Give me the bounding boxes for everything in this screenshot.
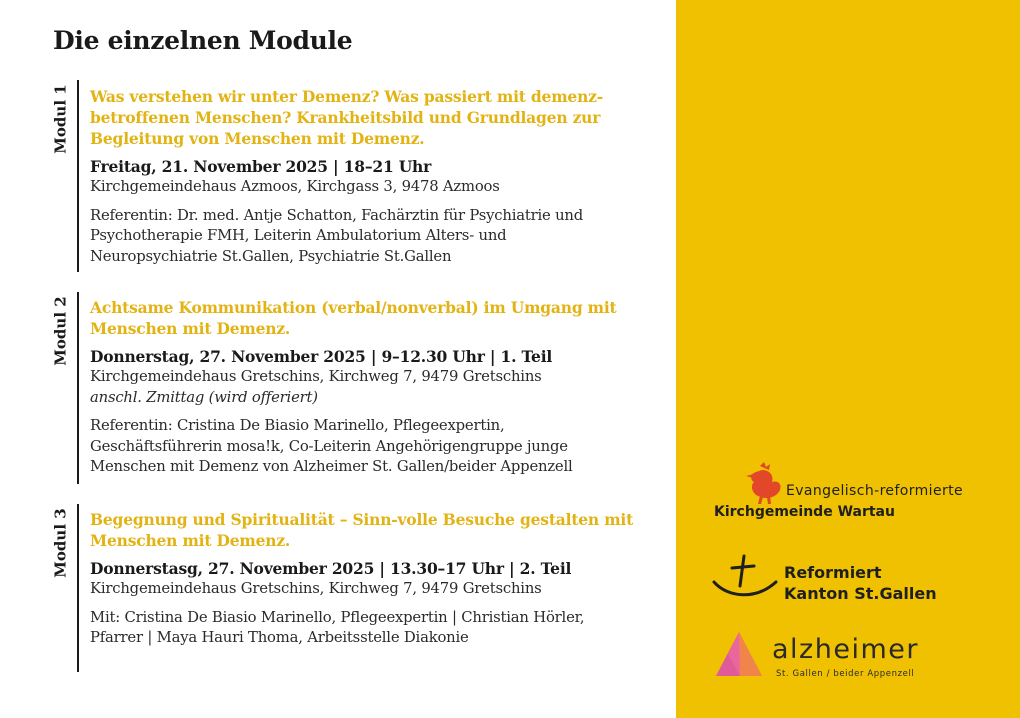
logo-kirchgemeinde-wartau — [712, 460, 1012, 526]
module-1 — [46, 80, 666, 272]
module-location: Kirchgemeindehaus Azmoos, Kirchgass 3, 9478 Azmoos — [90, 178, 500, 195]
module-divider — [77, 80, 79, 272]
reformiert-line2: Kanton St.Gallen — [784, 584, 937, 603]
module-location: Kirchgemeindehaus Gretschins, Kirchweg 7, 9479 Gretschins — [90, 580, 542, 597]
module-title: Achtsame Kommunikation (verbal/nonverbal) im Umgang mit Menschen mit Demenz. — [90, 298, 617, 338]
alzheimer-triangle-icon — [714, 630, 764, 678]
wartau-line2: Kirchgemeinde Wartau — [714, 504, 895, 520]
module-date: Freitag, 21. November 2025 | 18–21 Uhr — [90, 157, 432, 176]
rooster-icon — [740, 460, 786, 506]
module-body — [90, 86, 670, 267]
page-title: Die einzelnen Module — [53, 26, 353, 55]
module-3 — [46, 504, 666, 672]
module-divider — [77, 292, 79, 484]
module-title: Begegnung und Spiritualität – Sinn-volle Besuche gestalten mit Menschen mit Demenz. — [90, 510, 634, 550]
module-body — [90, 509, 670, 649]
wartau-line1: Evangelisch-reformierte — [786, 483, 964, 499]
cross-boat-icon — [710, 552, 780, 606]
sponsor-panel — [676, 0, 1020, 718]
alzheimer-name: alzheimer — [772, 634, 919, 665]
reformiert-line1: Reformiert — [784, 563, 882, 582]
module-location: Kirchgemeindehaus Gretschins, Kirchweg 7, 9479 Gretschins — [90, 368, 542, 385]
module-body — [90, 297, 670, 478]
module-divider — [77, 504, 79, 672]
module-label: Modul 3 — [52, 508, 70, 578]
module-note: anschl. Zmittag (wird offeriert) — [90, 388, 318, 406]
module-label: Modul 2 — [52, 296, 70, 366]
module-2 — [46, 292, 666, 484]
module-speaker: Mit: Cristina De Biasio Marinello, Pflegeexpertin | Christian Hörler, Pfarrer | Maya Hauri Thoma, Arbeitsstelle Diakonie — [90, 608, 585, 646]
module-label: Modul 1 — [52, 84, 70, 154]
module-date: Donnerstasg, 27. November 2025 | 13.30–17 Uhr | 2. Teil — [90, 559, 572, 578]
module-speaker: Referentin: Dr. med. Antje Schatton, Fachärztin für Psychiatrie und Psychotherapie FMH, Leiterin Ambulatorium Alters- und Neuropsychiatrie St.Gallen, Psychiatrie St.Gallen — [90, 206, 584, 265]
module-speaker: Referentin: Cristina De Biasio Marinello, Pflegeexpertin, Geschäftsführerin mosa!k, Co-Leiterin Angehörigengruppe junge Menschen mit Demenz von Alzheimer St. Gallen/beider Appenzell — [90, 417, 573, 475]
logo-alzheimer — [712, 628, 1002, 684]
module-date: Donnerstag, 27. November 2025 | 9–12.30 Uhr | 1. Teil — [90, 347, 553, 366]
alzheimer-sub: St. Gallen / beider Appenzell — [776, 669, 915, 679]
module-title: Was verstehen wir unter Demenz? Was passiert mit demenz- betroffenen Menschen? Krankheitsbild und Grundlagen zur Begleitung von Menschen mit Demenz. — [90, 87, 603, 148]
logo-reformiert-kanton-stgallen — [710, 552, 1000, 608]
